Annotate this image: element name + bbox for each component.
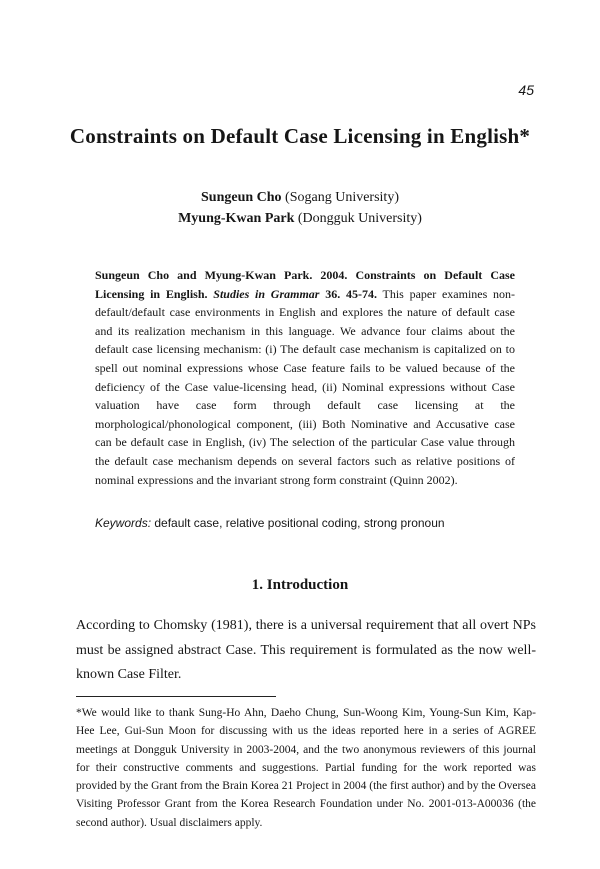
author-name: Myung-Kwan Park xyxy=(178,211,295,226)
paper-title: Constraints on Default Case Licensing in English* xyxy=(69,124,531,148)
author-affiliation: (Sogang University) xyxy=(285,190,399,205)
page-number: 45 xyxy=(518,82,534,98)
author-line-2 xyxy=(0,208,600,229)
abstract-text: This paper examines non-default/default case environments in English and explores the nature of default case and its realization mechanism in this language. We advance four claims about the default case licensing mechanism: (i) The default case mechanism is capitalized on to spell out nominal expressions whose Case feature fails to be valued because of the deficiency of the Case value-licensing head, (ii) Nominal expressions without Case valuation have case form through default case licensing at the morphological/phonological component, (iii) Both Nominative and Accusative case can be default case in English, (iv) The selection of the particular Case value through the default case mechanism depends on several factors such as relative positions of nominal expressions and the invariant strong form constraint (Quinn 2002). xyxy=(95,286,516,487)
citation-volume-pages: 36. 45-74. xyxy=(325,286,377,301)
section-heading: 1. Introduction xyxy=(251,577,349,593)
body-paragraph: According to Chomsky (1981), there is a universal requirement that all overt NPs must be assigned abstract Case. This requirement is formulated as the now well-known Case Filter. xyxy=(76,618,536,682)
footnote: *We would like to thank Sung-Ho Ahn, Daeho Chung, Sun-Woong Kim, Young-Sun Kim, Kap-Hee Lee, Gui-Sun Moon for discussing with us the ideas reported here in a series of AGREE meetings at Dongguk University in 2003-2004, and the two anonymous reviewers of this journal for their constructive comments and suggestions. Partial funding for the work reported was provided by the Grant from the Brain Korea 21 Project in 2004 (the first author) and by the Oversea Visiting Professor Grant from the Korea Research Foundation under No. 2001-013-A00036 (the second author). Usual disclaimers apply. xyxy=(76,707,536,829)
abstract xyxy=(95,266,515,489)
journal-name: Studies in Grammar xyxy=(213,286,320,301)
author-name: Sungeun Cho xyxy=(201,190,282,205)
author-line-1 xyxy=(0,187,600,208)
abstract-citation: Sungeun Cho and Myung-Kwan Park. 2004. Constraints on Default Case Licensing in English. xyxy=(95,268,515,301)
keywords-label: Keywords: xyxy=(95,516,152,530)
keywords-value: default case, relative positional coding, strong pronoun xyxy=(154,516,445,530)
footnote-divider xyxy=(76,696,276,697)
author-block xyxy=(0,187,600,229)
author-affiliation: (Dongguk University) xyxy=(297,211,422,226)
keywords xyxy=(95,516,515,530)
